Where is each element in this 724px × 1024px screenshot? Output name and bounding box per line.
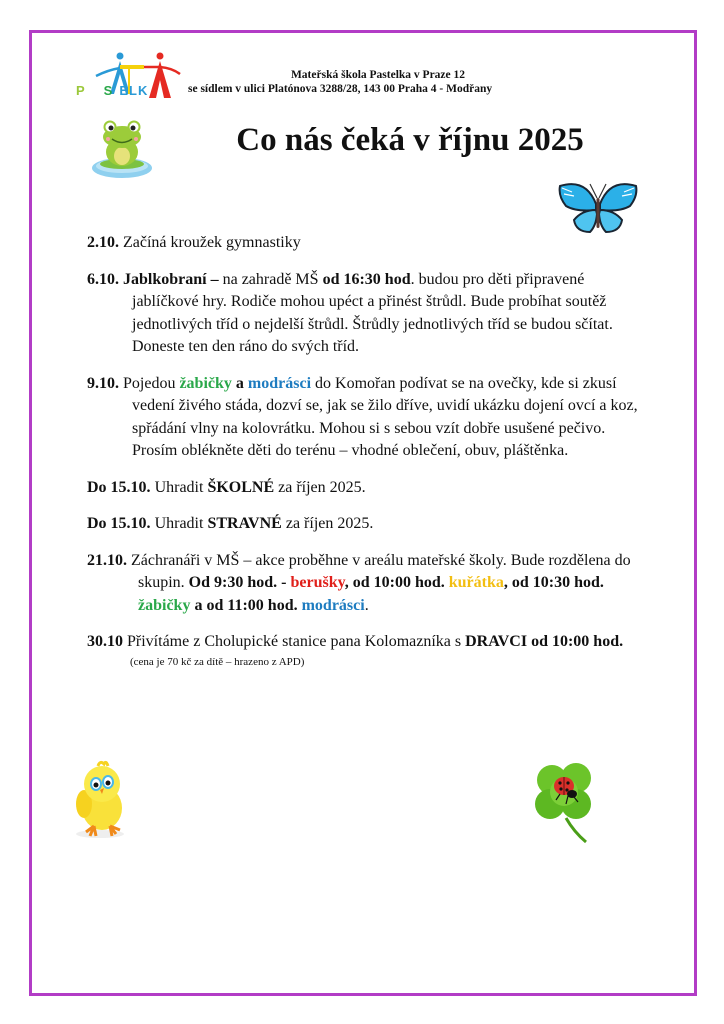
frog-image (90, 118, 156, 180)
event-item: Do 15.10. Uhradit STRAVNÉ za říjen 2025. (87, 515, 374, 532)
ladybug-clover-image (530, 760, 600, 844)
school-header (188, 68, 608, 96)
event-date: 30.10 (87, 633, 123, 650)
group-kuratka: kuřátka (448, 574, 504, 591)
event-highlight: DRAVCI od 10:00 hod. (465, 633, 624, 650)
group-berusky: berušky (290, 574, 345, 591)
event-item: 6.10. Jablkobraní – na zahradě MŠ od 16:30 hod. budou pro děti připravené jablíčkové hry. Rodiče mohou upéct a přinést štrůdl. Bude probíhat soutěž jednotlivých tříd o nejdelší štrůdl. Štrůdly jednotlivých tříd se budou sčítat. Doneste ten den ráno do svých tříd. (87, 270, 613, 355)
event-item: 30.10 Přivítáme z Cholupické stanice pana Kolomazníka s DRAVCI od 10:00 hod. (cena je 70 kč za dítě – hrazeno z APD) (87, 631, 638, 669)
group-zabicky: žabičky (138, 596, 191, 614)
price-note: (cena je 70 kč za dítě – hrazeno z APD) (130, 655, 305, 668)
page-title: Co nás čeká v říjnu 2025 (236, 122, 584, 158)
chick-image (68, 760, 132, 840)
group-zabicky: žabičky (179, 374, 232, 392)
group-modrasci: modrásci (301, 596, 365, 614)
event-item (87, 232, 638, 255)
logo-letters: P S ELK (76, 83, 149, 98)
payment-item: STRAVNÉ (207, 515, 282, 532)
event-date: 2.10. (87, 234, 119, 251)
event-date: 6.10. (87, 270, 119, 288)
event-name: Jablkobraní – (123, 270, 219, 288)
school-address: se sídlem v ulici Platónova 3288/28, 143 00 Praha 4 - Modřany (188, 83, 493, 95)
event-item: Do 15.10. Uhradit ŠKOLNÉ za říjen 2025. (87, 478, 366, 496)
events-list (87, 232, 638, 683)
event-date: Do 15.10. (87, 515, 151, 532)
event-date: Do 15.10. (87, 478, 151, 496)
butterfly-image (556, 180, 640, 236)
event-date: 21.10. (87, 551, 127, 569)
event-text: Začíná kroužek gymnastiky (123, 234, 301, 251)
event-date: 9.10. (87, 374, 119, 392)
school-name: Mateřská škola Pastelka v Praze 12 (290, 69, 466, 81)
event-item: 21.10. Záchranáři v MŠ – akce proběhne v areálu mateřské školy. Bude rozdělena do skupin. Od 9:30 hod. - berušky, od 10:00 hod. kuřátka, od 10:30 hod. žabičky a od 11:00 hod. modrásci. (87, 551, 631, 614)
event-time: od 16:30 hod (322, 270, 411, 288)
payment-item: ŠKOLNÉ (207, 478, 275, 496)
event-item: 9.10. Pojedou žabičky a modrásci do Komořan podívat se na ovečky, kde si zkusí vedení živého stáda, dozví se, jak se žilo dříve, uvidí ukázku dojení ovcí a koz, spřádání vlny na kolovrátku. Mohou si s sebou vzít dobře usušené pečivo. Prosím oblékněte děti do terénu – vhodné oblečení, obuv, pláštěnka. (87, 374, 638, 459)
group-modrasci: modrásci (247, 374, 312, 392)
